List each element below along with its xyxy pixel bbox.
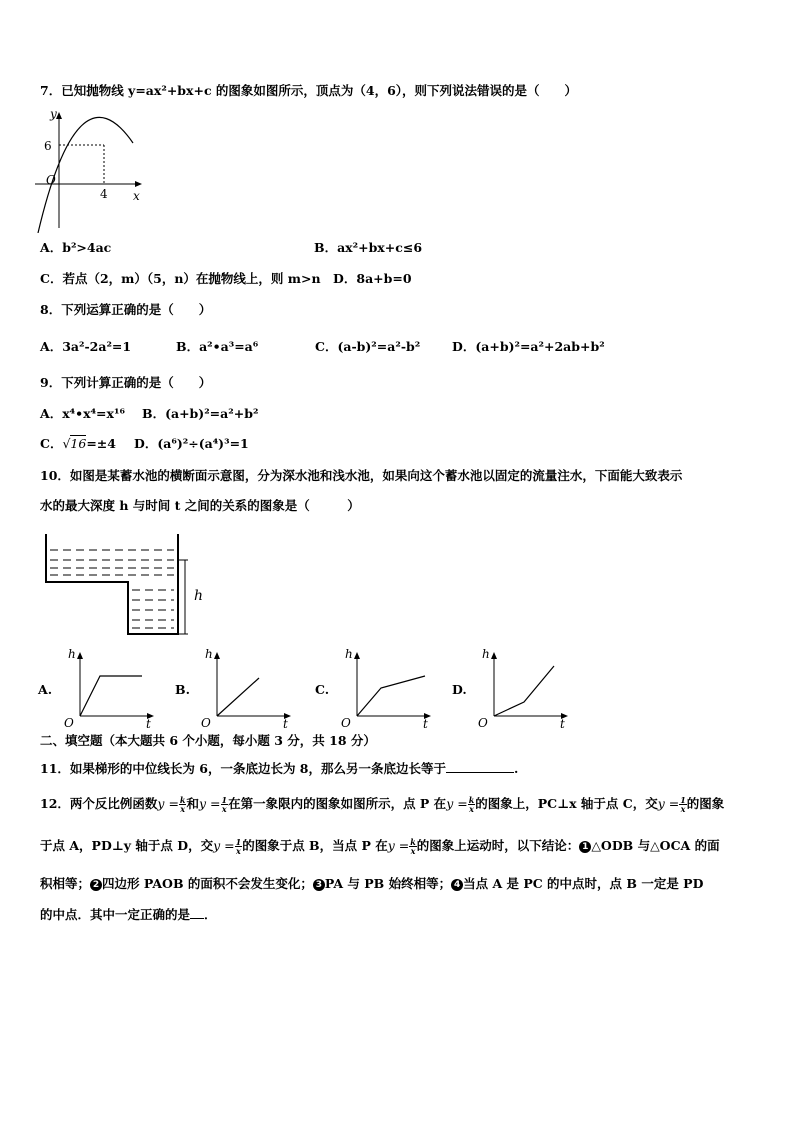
q7-stem: 7．已知抛物线 y=ax²+bx+c 的图象如图所示，顶点为（4，6），则下列说法错误的是（ ）: [40, 83, 578, 98]
q12-func-y: y =: [157, 796, 179, 811]
q9-option-a[interactable]: A．x⁴•x⁴=x¹⁶: [40, 406, 125, 421]
q12-func-y: y =: [213, 838, 235, 853]
q12-text-1e: 的图象: [686, 796, 725, 811]
q12-fraction-k-over-x: $\frac{k}{x}$: [179, 795, 186, 814]
q10-d-x-label: t: [560, 717, 565, 730]
q10-choice-b[interactable]: [175, 648, 295, 730]
q11-answer-blank[interactable]: [446, 760, 514, 773]
q12-text-4a: 的中点．其中一定正确的是: [40, 907, 191, 922]
q10-choice-b-letter: B.: [175, 682, 190, 697]
q10-stem-line1: 10．如图是某蓄水池的横断面示意图，分为深水池和浅水池，如果向这个蓄水池以固定的流量注水，下面能大致表示: [40, 468, 683, 483]
q7-option-b[interactable]: B．ax²+bx+c≤6: [314, 240, 423, 255]
q7-parabola-graph: [30, 108, 150, 233]
q10-stem-line2: 水的最大深度 h 与时间 t 之间的关系的图象是（ ）: [40, 498, 360, 513]
q10-b-y-label: h: [205, 648, 213, 661]
q12-text-3d: 当点 A 是 PC 的中点时，点 B 一定是 PD: [463, 876, 704, 891]
q7-option-c-d[interactable]: C．若点（2，m）（5，n）在抛物线上，则 m>n D．8a+b=0: [40, 271, 412, 286]
q7-x-tick: 4: [100, 187, 108, 201]
q9-option-c-suffix: =±4: [86, 436, 116, 451]
circled-4-icon: 4: [451, 879, 463, 891]
q12-text-2d: △ODB 与△OCA 的面: [591, 838, 720, 853]
q12-func-y: y =: [446, 796, 468, 811]
section-title: 二、填空题（本大题共 6 个小题，每小题 3 分，共 18 分）: [40, 733, 376, 748]
q8-option-b[interactable]: B．a²•a³=a⁶: [176, 339, 259, 354]
q11-text: 11．如果梯形的中位线长为 6，一条底边长为 8，那么另一条底边长等于: [40, 761, 446, 776]
q10-graph-c: [339, 648, 439, 730]
q8-stem: 8．下列运算正确的是（ ）: [40, 302, 212, 317]
q10-depth-label: h: [194, 588, 204, 604]
q10-a-x-label: t: [146, 717, 151, 730]
q10-c-x-label: t: [423, 717, 428, 730]
q12-text-1c: 在第一象限内的图象如图所示，点 P 在: [228, 796, 447, 811]
q10-choice-c-letter: C.: [315, 682, 330, 697]
q9-option-c-prefix: C．: [40, 436, 63, 451]
q8-option-a[interactable]: A．3a²-2a²=1: [40, 339, 132, 354]
q10-b-x-label: t: [283, 717, 288, 730]
q7-y-label: y: [50, 108, 57, 121]
q12-func-y: y =: [198, 796, 221, 811]
q10-c-origin: O: [341, 716, 351, 730]
q10-choice-a-letter: A.: [38, 682, 53, 697]
q12-text-2c: 的图象上运动时，以下结论：: [416, 838, 580, 853]
q12-text-4b: ．: [204, 907, 217, 922]
q12-fraction-1-over-x: $\frac{1}{x}$: [680, 795, 686, 814]
q8-option-d[interactable]: D．(a+b)²=a²+2ab+b²: [452, 339, 605, 354]
q12-text-3b: 四边形 PAOB 的面积不会发生变化；: [102, 876, 313, 891]
q12-fraction-k-over-x: $\frac{k}{x}$: [410, 837, 416, 856]
q10-c-y-label: h: [345, 648, 353, 661]
q12-line3: [40, 876, 703, 892]
q12-text-3c: PA 与 PB 始终相等；: [324, 876, 452, 891]
q11-end: .: [514, 761, 519, 776]
q12-fraction-1-over-x: $\frac{1}{x}$: [221, 795, 228, 814]
q9-stem: 9．下列计算正确的是（ ）: [40, 375, 212, 390]
q12-text-3a: 积相等；: [40, 876, 91, 891]
circled-3-icon: 3: [313, 879, 325, 891]
q7-option-a[interactable]: A．b²>4ac: [40, 240, 112, 255]
q11-line: [40, 760, 518, 777]
q12-text-1d: 的图象上，PC⊥x 轴于点 C，交: [475, 796, 658, 811]
q12-text-2b: 的图象于点 B，当点 P 在: [242, 838, 388, 853]
q9-option-b[interactable]: B．(a+b)²=a²+b²: [142, 406, 259, 421]
q10-d-origin: O: [478, 716, 488, 730]
q12-line4: [40, 906, 217, 923]
q12-fraction-k-over-x: $\frac{k}{x}$: [468, 795, 475, 814]
q12-text-1a: 12．两个反比例函数: [40, 796, 158, 811]
q9-option-c[interactable]: [40, 436, 116, 452]
q10-choice-d-letter: D.: [452, 682, 467, 697]
q10-choice-d[interactable]: [452, 648, 582, 730]
q10-graph-b: [199, 648, 299, 730]
q10-choice-a[interactable]: [38, 648, 158, 730]
q8-option-c[interactable]: C．(a-b)²=a²-b²: [315, 339, 421, 354]
q12-text-1b: 和: [186, 796, 199, 811]
q12-func-y: y =: [387, 838, 410, 853]
q10-graph-a: [62, 648, 162, 730]
q12-fraction-1-over-x: $\frac{1}{x}$: [235, 837, 242, 856]
q12-line1: [40, 796, 724, 813]
q9-option-d[interactable]: D．(a⁶)²÷(a⁴)³=1: [134, 436, 249, 451]
sqrt-icon: √: [62, 436, 71, 451]
q7-x-label: x: [133, 189, 140, 203]
q12-line2: [40, 838, 720, 855]
q10-d-y-label: h: [482, 648, 490, 661]
q10-b-origin: O: [201, 716, 211, 730]
q7-origin: O: [46, 173, 56, 187]
q10-graph-d: [476, 648, 576, 730]
q10-pool-diagram: [40, 530, 220, 640]
q10-a-y-label: h: [68, 648, 76, 661]
q7-y-tick: 6: [44, 139, 52, 153]
q10-choice-c[interactable]: [315, 648, 445, 730]
q10-a-origin: O: [64, 716, 74, 730]
q12-answer-blank[interactable]: [190, 906, 204, 919]
circled-2-icon: 2: [90, 879, 102, 891]
circled-1-icon: 1: [579, 841, 591, 853]
q12-func-y: y =: [657, 796, 680, 811]
q9-option-c-radicand: 16: [70, 436, 87, 451]
q12-text-2a: 于点 A，PD⊥y 轴于点 D，交: [40, 838, 214, 853]
